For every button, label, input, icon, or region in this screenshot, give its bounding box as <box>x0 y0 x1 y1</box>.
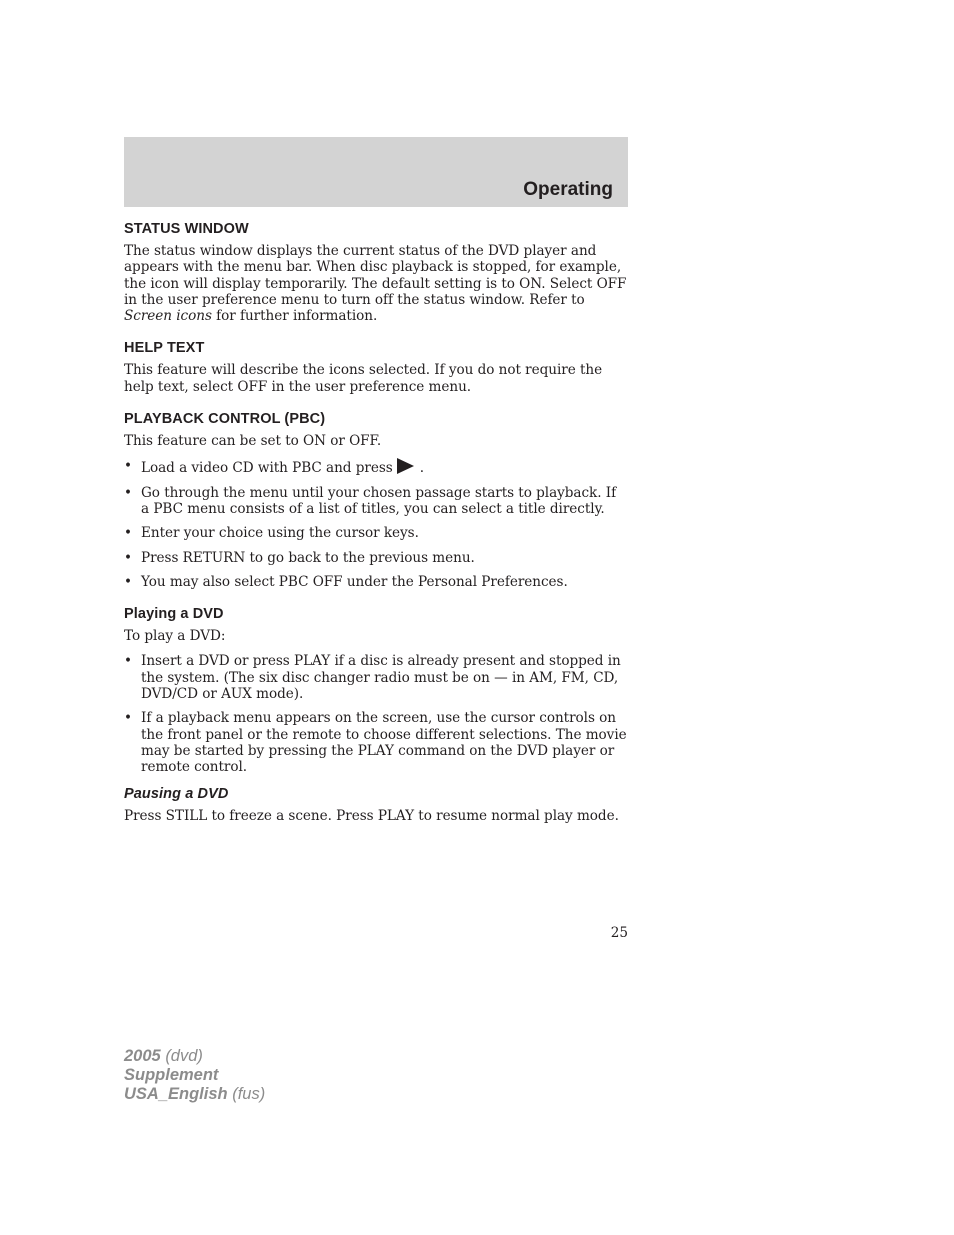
footer-edition: 2005 (dvd) Supplement USA_English (fus) <box>124 1047 266 1103</box>
playing-list <box>124 653 628 775</box>
list-item: • If a playback menu appears on the screen, use the cursor controls on the front panel or the remote to choose different selections. The movie may be started by pressing the PLAY command on the DVD player or remote control. <box>124 710 627 776</box>
pbc-list <box>124 458 628 590</box>
status-window-heading: STATUS WINDOW <box>124 221 249 237</box>
list-item: • Load a video CD with PBC and press . <box>124 458 424 477</box>
page-number: 25 <box>610 925 628 941</box>
list-item: • You may also select PBC OFF under the Personal Preferences. <box>124 573 568 590</box>
list-item: • Enter your choice using the cursor keys. <box>124 525 419 542</box>
playing-dvd-intro: To play a DVD: <box>124 628 226 645</box>
pbc-heading: PLAYBACK CONTROL (PBC) <box>124 411 326 428</box>
pausing-dvd-body: Press STILL to freeze a scene. Press PLAY to resume normal play mode. <box>124 807 619 824</box>
pausing-dvd-heading: Pausing a DVD <box>124 785 229 802</box>
playing-dvd-heading: Playing a DVD <box>124 606 224 623</box>
status-window-body: The status window displays the current status of the DVD player and appears with the menu bar. When disc playback is stopped, for example, the icon will display temporarily. The default setting is to ON. Select OFF in the user preference menu to turn off the status window. Refer to Screen icons for further information. <box>124 243 627 325</box>
screen-icons-reference: Screen icons <box>124 308 212 325</box>
help-text-body: This feature will describe the icons selected. If you do not require the help text, select OFF in the user preference menu. <box>124 362 603 395</box>
section-title: Operating <box>523 179 613 200</box>
list-item: • Press RETURN to go back to the previous menu. <box>124 549 475 566</box>
list-item: • Insert a DVD or press PLAY if a disc is already present and stopped in the system. (The six disc changer radio must be on — in AM, FM, CD, DVD/CD or AUX mode). <box>124 653 621 703</box>
header-band <box>124 137 628 207</box>
help-text-heading: HELP TEXT <box>124 340 205 357</box>
play-icon <box>397 458 414 474</box>
page-content <box>124 219 628 824</box>
list-item: • Go through the menu until your chosen passage starts to playback. If a PBC menu consists of a list of titles, you can select a title directly. <box>124 484 617 517</box>
pbc-intro: This feature can be set to ON or OFF. <box>124 433 382 450</box>
